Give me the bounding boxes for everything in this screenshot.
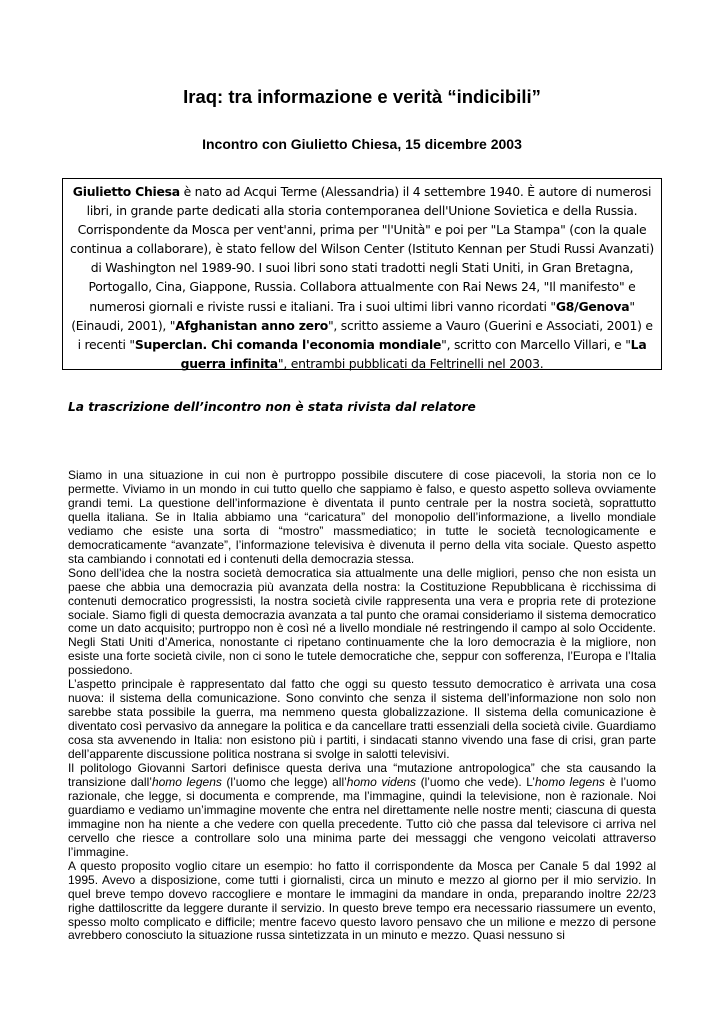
term-homo-legens-2: homo legens [534, 774, 605, 789]
paragraph-1: Siamo in una situazione in cui non è purtroppo possibile discutere di cose piacevoli, la storia non ce lo permette. Viviamo in un mondo in cui tutto quello che sappiamo è falso, e questo aspetto solleva ovviamente grandi temi. La questione dell’informazione è diventata il punto centrale per la nostra società, soprattutto quella italiana. Se in Italia abbiamo una “caricatura” del monopolio dell’informazione, a livello mondiale vediamo che esiste una sorta di “mostro” massmediatico; in tutte le società tecnologicamente e democraticamente “avanzate”, l’informazione televisiva è divenuta il perno della vita sociale. Questo aspetto sta cambiando i connotati ed i contenuti della democrazia stessa. [68, 468, 656, 566]
paragraph-4-part-c: (l’uomo che legge) all’ [221, 774, 347, 789]
paragraph-4-part-a: Il politologo Giovanni Sartori definisce questa deriva una “mutazione antropologica” che sta causando la transizione dall’ [68, 761, 656, 789]
bio-text-2: " (Einaudi, 2001), " [71, 298, 635, 333]
paragraph-4-part-e: (l’uomo che vede). L’ [416, 774, 535, 789]
document-title: Iraq: tra informazione e verità “indicibili” [183, 86, 541, 107]
transcription-note: La trascrizione dell’incontro non è stata rivista dal relatore [68, 400, 476, 414]
bio-book-superclan: Superclan. Chi comanda l'economia mondiale [134, 336, 442, 352]
paragraph-4-part-g: è l’uomo razionale, che legge, si documenta e comprende, ma l’immagine, quindi la televisione, non è razionale. Noi guardiamo e vediamo un’immagine movente che entra nel direttamente nelle nostre menti; ciascuna di questa immagine non ha niente a che vedere con quella precedente. Tutto ciò che passa dal televisore ci arriva nel cervello che riesce a controllare solo una minima parte dei messaggi che vengono veicolati attraverso l’immagine. [68, 774, 657, 859]
paragraph-4 [68, 762, 656, 860]
document-subtitle: Incontro con Giulietto Chiesa, 15 dicembre 2003 [202, 136, 522, 152]
body-text [68, 469, 656, 943]
bio-text-1: è nato ad Acqui Terme (Alessandria) il 4 settembre 1940. È autore di numerosi libri, in grande parte dedicati alla storia contemporanea dell'Unione Sovietica e della Russia. Corrispondente da Mosca per vent'anni, prima per "l'Unità" e poi per "La Stampa" (con la quale continua a collaborare), è stato fellow del Wilson Center (Istituto Kennan per Studi Russi Avanzati) di Washington nel 1989-90. I suoi libri sono stati tradotti negli Stati Uniti, in Gran Bretagna, Portogallo, Cina, Giappone, Russia. Collabora attualmente con Rai News 24, "Il manifesto" e numerosi giornali e riviste russi e italiani. Tra i suoi ultimi libri vanno ricordati " [70, 184, 654, 314]
term-homo-videns: homo videns [346, 774, 417, 789]
bio-name: Giulietto Chiesa [72, 184, 180, 199]
paragraph-3: L’aspetto principale è rappresentato dal fatto che oggi su questo tessuto democratico è arrivata una cosa nuova: il sistema della comunicazione. Sono convinto che senza il sistema dell’informazione non solo non sarebbe stata possibile la guerra, ma nemmeno questa globalizzazione. Il sistema della comunicazione è diventato così pervasivo da annegare la politica e da cancellare tratti essenziali della società civile. Guardiamo cosa sta avvenendo in Italia: non esistono più i partiti, i sindacati stanno vivendo una fase di crisi, gran parte dell’apparente discussione politica nostrana si svolge in salotti televisivi. [68, 677, 656, 762]
bio-book-afghanistan: Afghanistan anno zero [175, 317, 328, 333]
term-homo-legens: homo legens [151, 774, 222, 789]
bio-book-guerra-infinita: La guerra infinita [180, 336, 647, 371]
bio-text-3: ", scritto assieme a Vauro (Guerini e Associati, 2001) e i recenti " [77, 317, 653, 352]
bio-box [62, 178, 662, 370]
bio-text-5: ", entrambi pubblicati da Feltrinelli nel 2003. [277, 355, 544, 371]
paragraph-2: Sono dell’idea che la nostra società democratica sia attualmente una delle migliori, penso che non esista un paese che abbia una democrazia più avanzata della nostra: la Costituzione Repubblicana è ricchissima di contenuti democratico progressisti, la nostra società civile rappresenta una vera e propria rete di protezione sociale. Siamo figli di questa democrazia avanzata a tal punto che oramai consideriamo il sistema democratico come un dato acquisito; purtroppo non è così né a livello mondiale né restringendo il campo al solo Occidente. Negli Stati Uniti d’America, nonostante ci ripetano continuamente che la loro democrazia è la migliore, non esiste una forte società civile, non ci sono le tutele democratiche che, seppur con sofferenza, l’Europa e l’Italia possiedono. [68, 565, 656, 678]
bio-book-g8: G8/Genova [555, 298, 630, 314]
paragraph-5: A questo proposito voglio citare un esempio: ho fatto il corrispondente da Mosca per Canale 5 dal 1992 al 1995. Avevo a disposizione, come tutti i giornalisti, circa un minuto e mezzo al giorno per il mio servizio. In quel breve tempo dovevo raccogliere e montare le immagini da mandare in onda, preparando inoltre 22/23 righe dattiloscritte da leggere durante il servizio. In questo breve tempo era necessario riassumere un evento, spesso molto complicato e difficile; mentre facevo questo lavoro pensavo che un milione e mezzo di persone avrebbero conosciuto la situazione russa sintetizzata in un minuto e mezzo. Quasi nessuno si [68, 858, 656, 943]
bio-text-4: ", scritto con Marcello Villari, e " [441, 336, 631, 352]
